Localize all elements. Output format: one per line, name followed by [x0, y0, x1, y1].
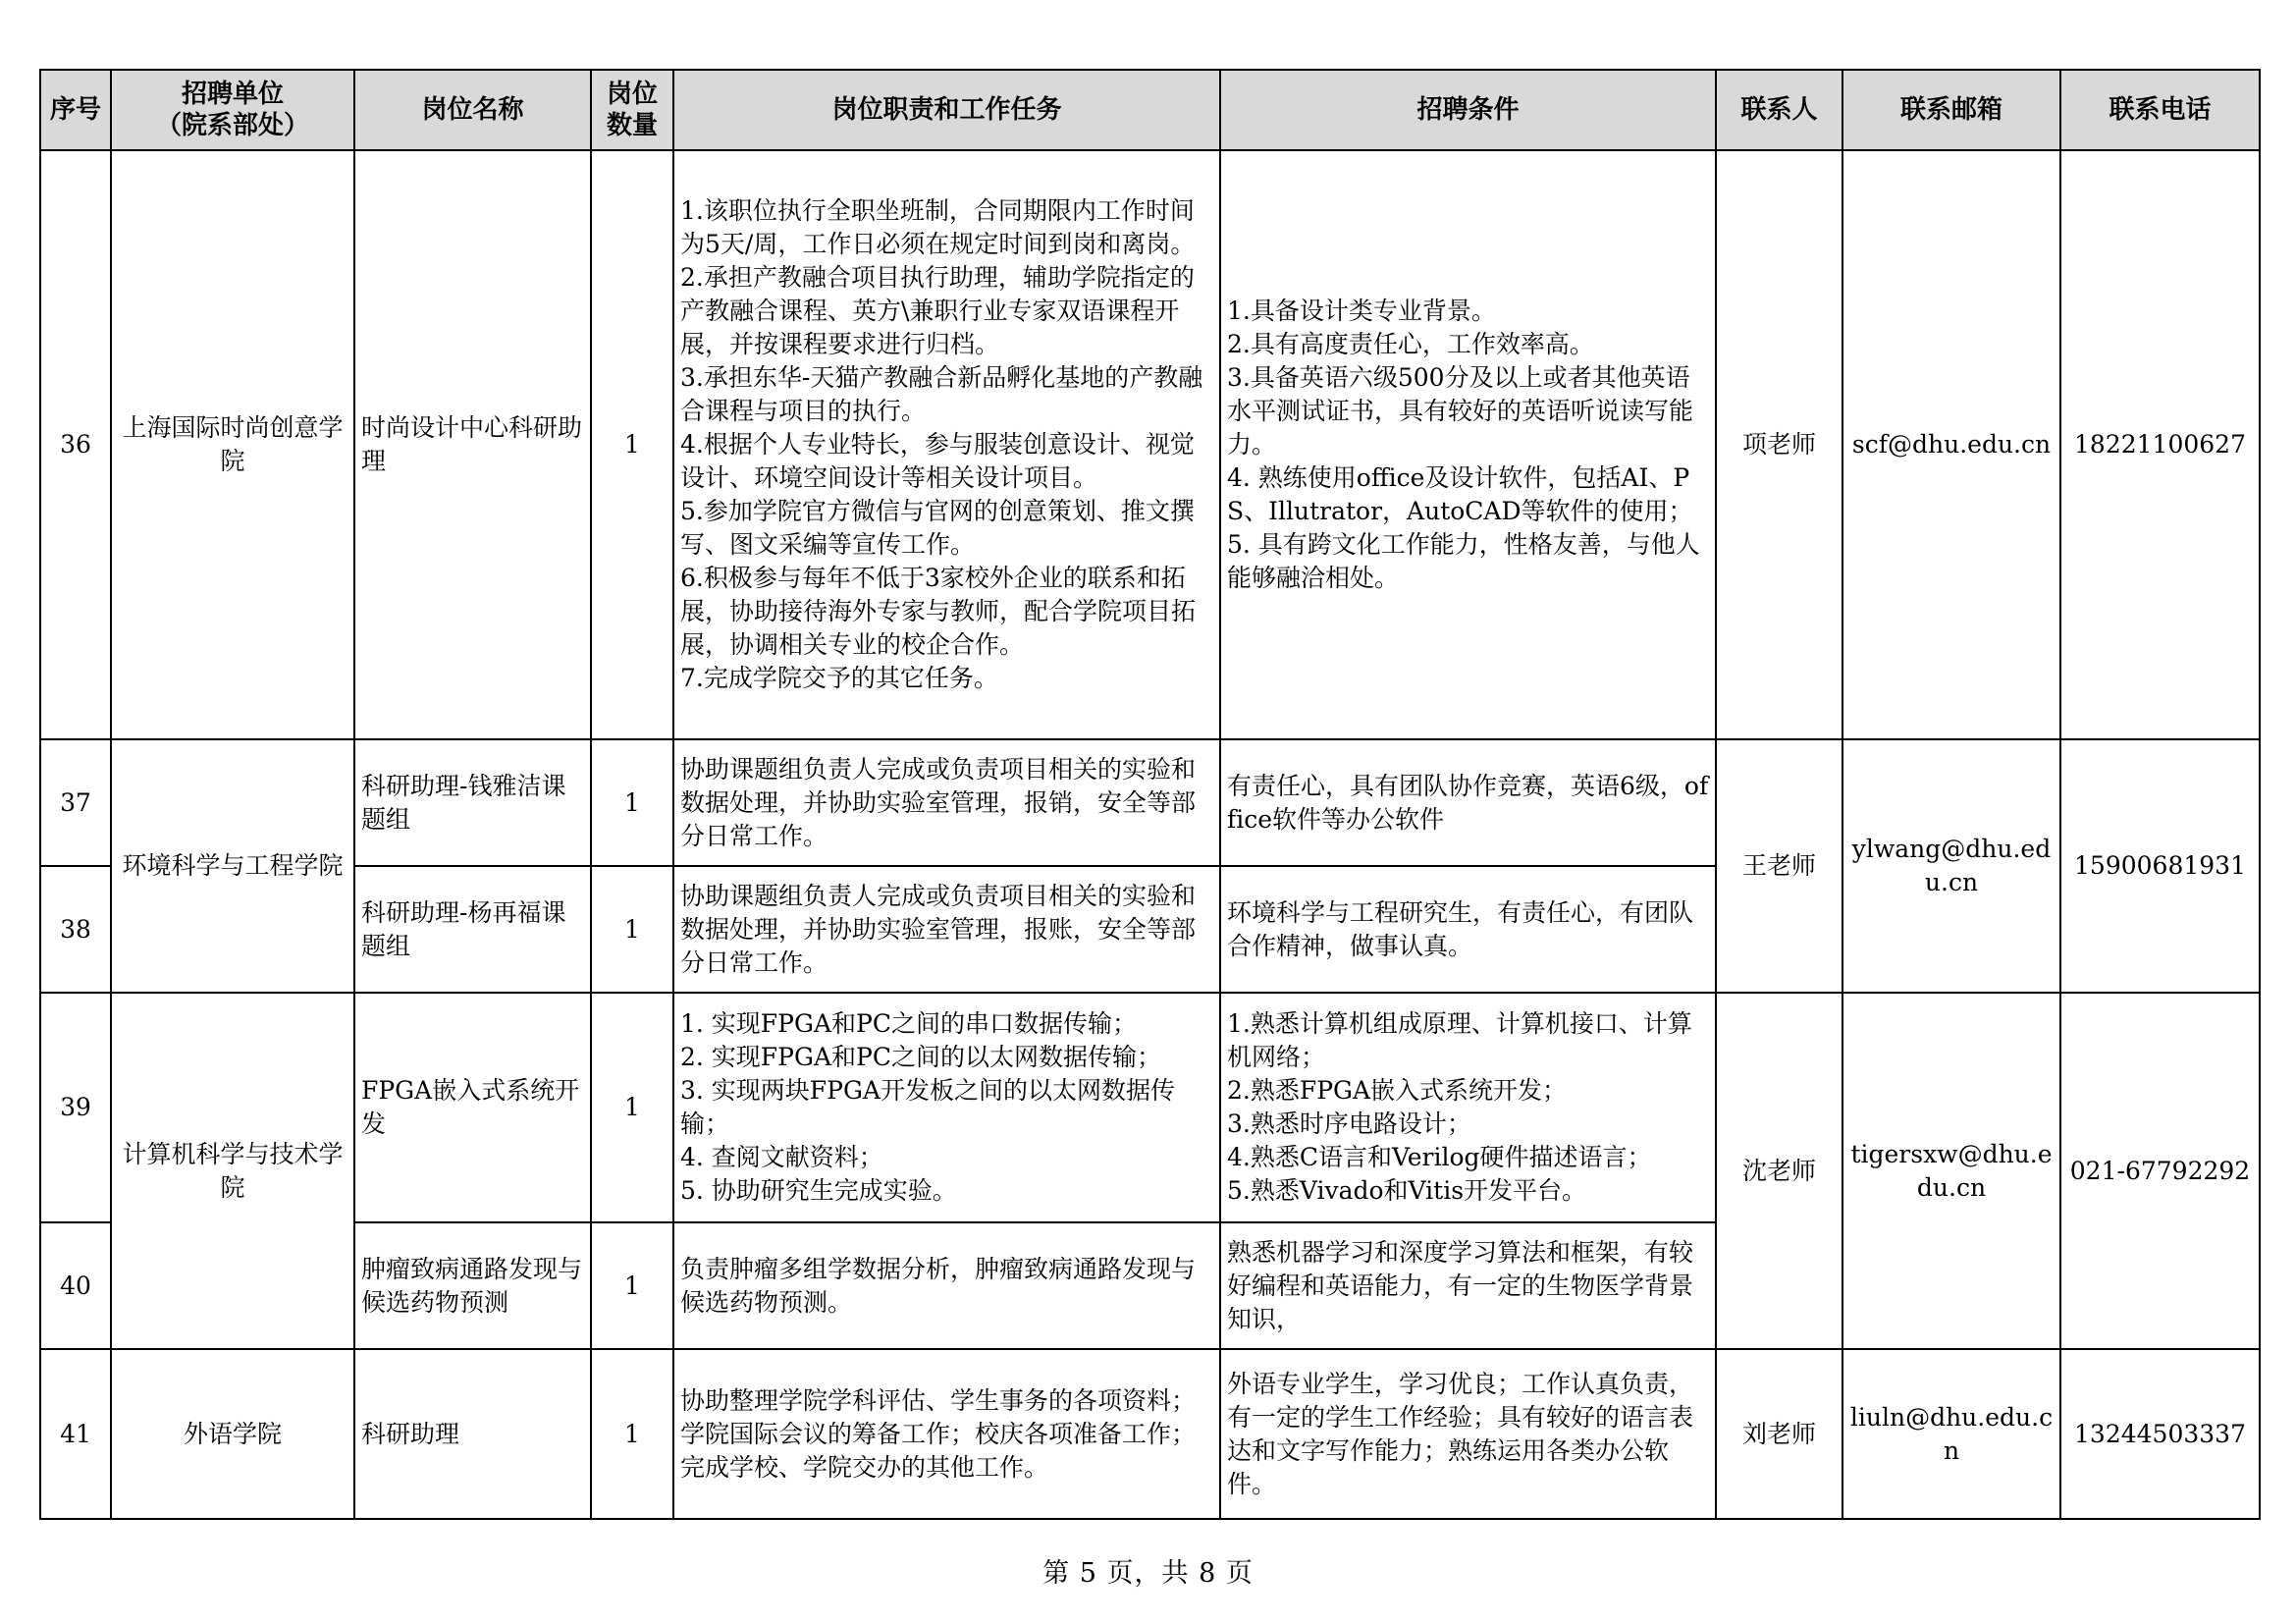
email-cell: ylwang@dhu.edu.cn — [1842, 739, 2060, 993]
header-phone: 联系电话 — [2060, 70, 2260, 150]
unit-cell: 上海国际时尚创意学院 — [111, 150, 354, 739]
contact-cell: 沈老师 — [1716, 993, 1842, 1349]
requirements-cell: 环境科学与工程研究生，有责任心，有团队合作精神，做事认真。 — [1220, 866, 1716, 993]
email-cell: liuln@dhu.edu.cn — [1842, 1349, 2060, 1519]
unit-cell: 计算机科学与技术学院 — [111, 993, 354, 1349]
count-cell: 1 — [591, 1222, 673, 1349]
duties-cell: 协助课题组负责人完成或负责项目相关的实验和数据处理，并协助实验室管理，报账，安全等部分日常工作。 — [673, 866, 1220, 993]
phone-cell: 18221100627 — [2060, 150, 2260, 739]
header-duties: 岗位职责和工作任务 — [673, 70, 1220, 150]
requirements-cell: 有责任心，具有团队协作竞赛，英语6级，office软件等办公软件 — [1220, 739, 1716, 866]
header-count: 岗位 数量 — [591, 70, 673, 150]
email-cell: tigersxw@dhu.edu.cn — [1842, 993, 2060, 1349]
table-row — [40, 739, 2260, 866]
phone-cell: 13244503337 — [2060, 1349, 2260, 1519]
phone-cell: 15900681931 — [2060, 739, 2260, 993]
position-cell: 肿瘤致病通路发现与候选药物预测 — [354, 1222, 591, 1349]
recruitment-table — [39, 69, 2261, 1520]
seq-cell: 38 — [40, 866, 111, 993]
contact-cell: 刘老师 — [1716, 1349, 1842, 1519]
duties-cell: 负责肿瘤多组学数据分析，肿瘤致病通路发现与候选药物预测。 — [673, 1222, 1220, 1349]
count-cell: 1 — [591, 739, 673, 866]
position-cell: FPGA嵌入式系统开发 — [354, 993, 591, 1222]
duties-cell: 协助整理学院学科评估、学生事务的各项资料；学院国际会议的筹备工作；校庆各项准备工作；完成学校、学院交办的其他工作。 — [673, 1349, 1220, 1519]
header-row — [40, 70, 2260, 150]
page-number: 第 5 页，共 8 页 — [1042, 1558, 1254, 1589]
header-email: 联系邮箱 — [1842, 70, 2060, 150]
header-requirements: 招聘条件 — [1220, 70, 1716, 150]
seq-cell: 41 — [40, 1349, 111, 1519]
header-unit: 招聘单位 （院系部处） — [111, 70, 354, 150]
duties-cell: 协助课题组负责人完成或负责项目相关的实验和数据处理，并协助实验室管理，报销，安全等部分日常工作。 — [673, 739, 1220, 866]
position-cell: 时尚设计中心科研助理 — [354, 150, 591, 739]
table-row — [40, 150, 2260, 739]
position-cell: 科研助理-钱雅洁课题组 — [354, 739, 591, 866]
requirements-cell: 外语专业学生，学习优良；工作认真负责，有一定的学生工作经验；具有较好的语言表达和文字写作能力；熟练运用各类办公软件。 — [1220, 1349, 1716, 1519]
count-cell: 1 — [591, 150, 673, 739]
seq-cell: 40 — [40, 1222, 111, 1349]
seq-cell: 36 — [40, 150, 111, 739]
header-contact: 联系人 — [1716, 70, 1842, 150]
unit-cell: 外语学院 — [111, 1349, 354, 1519]
contact-cell: 王老师 — [1716, 739, 1842, 993]
position-cell: 科研助理 — [354, 1349, 591, 1519]
table-row — [40, 993, 2260, 1222]
seq-cell: 37 — [40, 739, 111, 866]
duties-cell: 1.该职位执行全职坐班制，合同期限内工作时间为5天/周，工作日必须在规定时间到岗和离岗。 2.承担产教融合项目执行助理，辅助学院指定的产教融合课程、英方\兼职行业专家双语课程开展，并按课程要求进行归档。 3.承担东华-天猫产教融合新品孵化基地的产教融合课程与项目的执行。 4.根据个人专业特长，参与服装创意设计、视觉设计、环境空间设计等相关设计项目。 5.参加学院官方微信与官网的创意策划、推文撰写、图文采编等宣传工作。 6.积极参与每年不低于3家校外企业的联系和拓展，协助接待海外专家与教师，配合学院项目拓展，协调相关专业的校企合作。 7.完成学院交予的其它任务。 — [673, 150, 1220, 739]
requirements-cell: 1.熟悉计算机组成原理、计算机接口、计算机网络； 2.熟悉FPGA嵌入式系统开发； 3.熟悉时序电路设计； 4.熟悉C语言和Verilog硬件描述语言； 5.熟悉Vivado和Vitis开发平台。 — [1220, 993, 1716, 1222]
seq-cell: 39 — [40, 993, 111, 1222]
header-seq: 序号 — [40, 70, 111, 150]
count-cell: 1 — [591, 1349, 673, 1519]
email-cell: scf@dhu.edu.cn — [1842, 150, 2060, 739]
table-row — [40, 1349, 2260, 1519]
phone-cell: 021-67792292 — [2060, 993, 2260, 1349]
requirements-cell: 熟悉机器学习和深度学习算法和框架，有较好编程和英语能力，有一定的生物医学背景知识， — [1220, 1222, 1716, 1349]
requirements-cell: 1.具备设计类专业背景。 2.具有高度责任心，工作效率高。 3.具备英语六级500分及以上或者其他英语水平测试证书，具有较好的英语听说读写能力。 4. 熟练使用office及设计软件，包括AI、PS、Illutrator，AutoCAD等软件的使用； 5. 具有跨文化工作能力，性格友善，与他人能够融洽相处。 — [1220, 150, 1716, 739]
header-position: 岗位名称 — [354, 70, 591, 150]
unit-cell: 环境科学与工程学院 — [111, 739, 354, 993]
contact-cell: 项老师 — [1716, 150, 1842, 739]
duties-cell: 1. 实现FPGA和PC之间的串口数据传输； 2. 实现FPGA和PC之间的以太网数据传输； 3. 实现两块FPGA开发板之间的以太网数据传输； 4. 查阅文献资料； 5. 协助研究生完成实验。 — [673, 993, 1220, 1222]
count-cell: 1 — [591, 993, 673, 1222]
position-cell: 科研助理-杨再福课题组 — [354, 866, 591, 993]
count-cell: 1 — [591, 866, 673, 993]
